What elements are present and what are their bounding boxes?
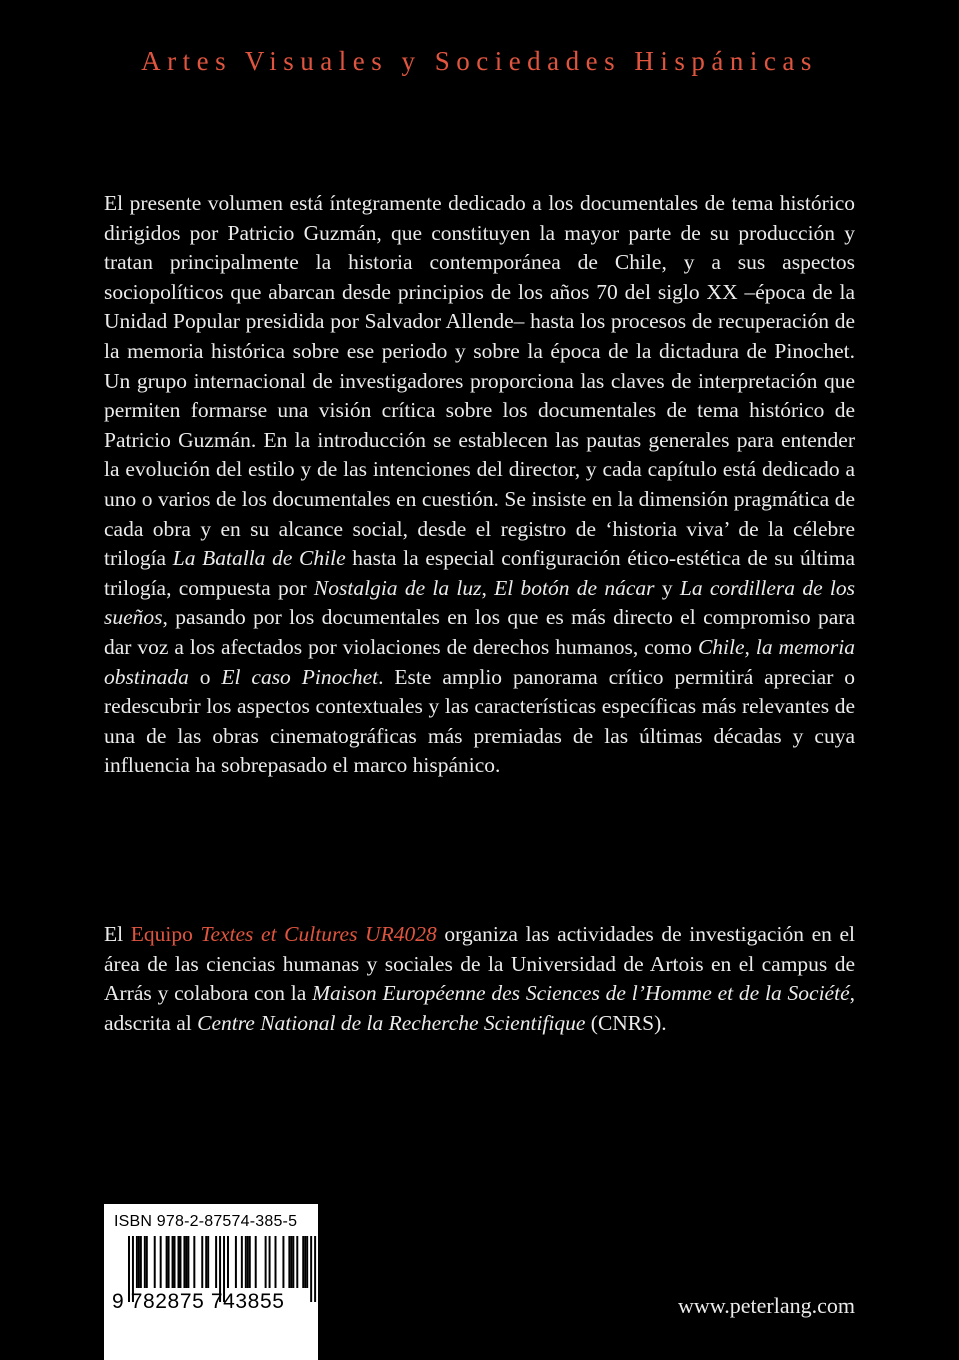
publisher-url: www.peterlang.com: [678, 1293, 855, 1318]
film-title: Chile, la memoria obstinada: [104, 634, 855, 689]
barcode-bar: [245, 1236, 247, 1288]
team-text: , adscrita al: [104, 981, 855, 1035]
barcode-bar: [193, 1236, 195, 1288]
description-text: y: [654, 575, 680, 600]
barcode-bar: [187, 1236, 189, 1288]
barcode-bar: [247, 1236, 249, 1288]
barcode-bar: [136, 1236, 138, 1288]
barcode-bar: [241, 1236, 243, 1288]
barcode-bar: [227, 1236, 229, 1288]
institution-name: Centre National de la Recherche Scientifique: [197, 1010, 586, 1035]
barcode-digits: 9 782875 743855: [112, 1290, 285, 1313]
description-text: . Este amplio panorama crítico permitirá apreciar o redescubrir los aspectos contextuales y las características específicas más relevantes de una de las obras cinematográficas más premiadas de las últimas décadas y cuya influencia ha sobrepasado el marco hispánico.: [104, 664, 856, 778]
barcode-bar: [185, 1236, 187, 1288]
description-paragraph: [104, 189, 855, 781]
barcode-bar: [288, 1236, 290, 1288]
barcode-bar: [296, 1236, 298, 1288]
series-title: Artes Visuales y Sociedades Hispánicas: [141, 46, 818, 76]
research-team-note: [104, 920, 855, 1038]
barcode-bar: [160, 1236, 162, 1288]
barcode-bar: [172, 1236, 174, 1288]
barcode-bar: [269, 1236, 271, 1288]
institution-name: Maison Européenne des Sciences de l’Homme et de la Société: [312, 981, 850, 1006]
description-text: hasta la especial configuración ético-estética de su última trilogía, compuesta por: [104, 546, 855, 600]
description-text: o: [188, 664, 222, 689]
barcode-bar: [201, 1236, 203, 1288]
barcode-bar: [138, 1236, 140, 1288]
barcode-bar: [144, 1236, 146, 1288]
barcode-bar: [168, 1236, 170, 1288]
barcode-bar: [306, 1236, 308, 1288]
team-text: El: [104, 922, 131, 946]
barcode-bar: [249, 1236, 251, 1288]
barcode-bar: [290, 1236, 292, 1288]
barcode-bar: [310, 1236, 312, 1302]
film-title: Nostalgia de la luz: [313, 575, 482, 600]
barcode-bars: [104, 1204, 318, 1360]
barcode-bar: [166, 1236, 168, 1288]
book-description: [104, 189, 855, 781]
description-text: El presente volumen está íntegramente dedicado a los documentales de tema histórico dirigidos por Patricio Guzmán, que constituyen la mayor parte de su producción y tratan principalmente la historia contemporánea de Chile, y a sus aspectos sociopolíticos que abarcan desde principios de los años 70 del siglo XX –época de la Unidad Popular presidida por Salvador Allende– hasta los procesos de recuperación de la memoria histórica sobre ese periodo y sobre la época de la dictadura de Pinochet. Un grupo internacional de investigadores proporciona las claves de interpretación que permiten formarse una visión crítica sobre los documentales de tema histórico de Patricio Guzmán. En la introducción se establecen las pautas generales para entender la evolución del estilo y de las intenciones del director, y cada capítulo está dedicado a uno o varios de los documentales en cuestión. Se insiste en la dimensión pragmática de cada obra y en su alcance social, desde el registro de ‘historia viva’ de la célebre trilogía: [104, 191, 855, 571]
film-title: El caso Pinochet: [221, 664, 379, 689]
barcode-bar: [282, 1236, 284, 1288]
barcode-bar: [140, 1236, 142, 1288]
team-label: Equipo: [130, 922, 201, 946]
description-text: , pasando por los documentales en los que es más directo el compromiso para dar voz a los afectados por violaciones de derechos humanos, como: [104, 605, 855, 659]
barcode-bar: [265, 1236, 267, 1288]
barcode-bar: [154, 1236, 156, 1288]
barcode-bar: [215, 1236, 217, 1288]
barcode-bar: [174, 1236, 176, 1288]
film-title: La cordillera de los sueños: [104, 575, 855, 630]
barcode-bar: [255, 1236, 257, 1288]
barcode-bar: [302, 1236, 304, 1288]
barcode-bar: [178, 1236, 180, 1288]
barcode-bar: [304, 1236, 306, 1288]
barcode-bar: [292, 1236, 294, 1288]
film-title: El botón de nácar: [494, 575, 655, 600]
description-text: ,: [481, 575, 495, 600]
isbn-label: ISBN 978-2-87574-385-5: [114, 1213, 298, 1230]
barcode-bar: [314, 1236, 316, 1302]
barcode-bar: [183, 1236, 185, 1288]
team-name: Textes et Cultures UR4028: [200, 922, 437, 946]
barcode-bar: [275, 1236, 277, 1288]
team-paragraph: [104, 920, 855, 1038]
isbn-barcode: [104, 1204, 318, 1360]
barcode-bar: [235, 1236, 237, 1288]
team-text: (CNRS).: [585, 1010, 667, 1035]
barcode-bar: [146, 1236, 148, 1288]
barcode-bar: [205, 1236, 207, 1288]
barcode-bar: [179, 1236, 181, 1288]
team-text: organiza las actividades de investigación en el área de las ciencias humanas y sociales de la Universidad de Artois en el campus de Arrás y colabora con la: [104, 922, 855, 1006]
film-title: La Batalla de Chile: [172, 546, 346, 571]
barcode-bar: [207, 1236, 209, 1288]
